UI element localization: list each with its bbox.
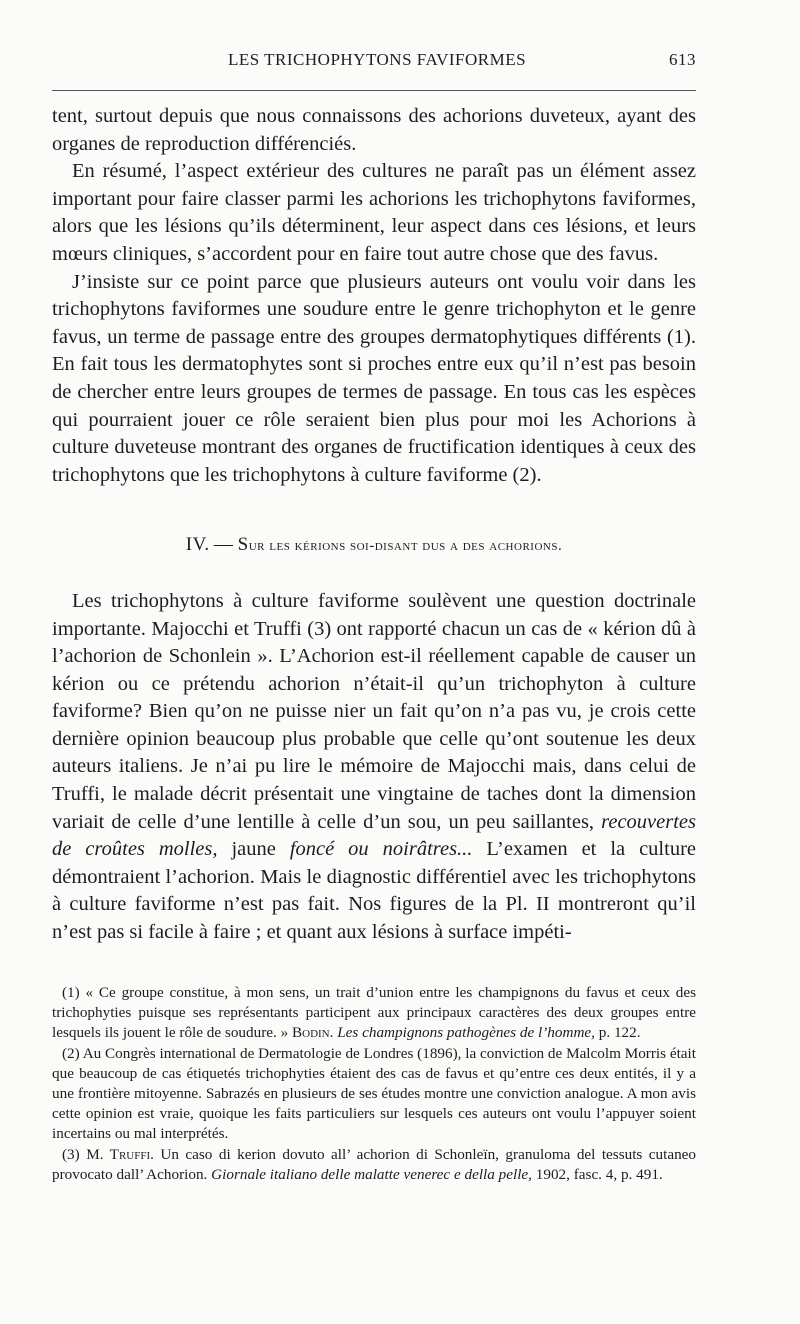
footnote-1	[52, 983, 696, 1044]
footnote-3-text: Un caso di kerion dovuto all’ achorion di Schonleïn, granuloma del tessuts cutaneo provocato dall’ Achorion.	[52, 1145, 697, 1183]
footnote-2-marker: (2)	[62, 1044, 80, 1062]
running-title: LES TRICHOPHYTONS FAVIFORMES	[228, 50, 527, 69]
footnote-3-author: M. Truffi.	[86, 1145, 154, 1163]
running-header	[52, 50, 696, 74]
paragraph-insiste: J’insiste sur ce point parce que plusieurs auteurs ont voulu voir dans les trichophytons faviformes une soudure entre le genre trichophyton et le genre favus, un terme de passage entre des groupes dermatophytiques différents (1). En fait tous les dermatophytes sont si proches entre eux qu’il n’est pas besoin de chercher entre leurs groupes de termes de passage. En tous cas les espèces qui pourraient jouer ce rôle seraient bien plus pour moi les Achorions à culture duveteuse montrant des organes de fructification identiques à ceux des trichophytons que les trichophytons à culture faviforme (2).	[52, 270, 696, 486]
paragraph-continuation: tent, surtout depuis que nous connaissons des achorions duveteux, ayant des organes de reproduction différenciés.	[52, 105, 696, 155]
kerion-italic-1: recouvertes de croûtes molles,	[52, 810, 696, 861]
footnote-3	[52, 1145, 696, 1185]
main-text	[52, 103, 696, 947]
footnote-2-text: Au Congrès international de Dermatologie de Londres (1896), la conviction de Malcolm Morris était que beaucoup de cas étiquetés trichophyties étaient des cas de favus et qu’entre ces deux entités, il y a une frontière mitoyenne. Sabrazés en plusieurs de ses études montre une conviction analogue. A mon avis cette opinion est vraie, quoique les faits particuliers sur lesquels ces auteurs ont voulu l’appuyer soient incertains ou mal interprétés.	[52, 1044, 696, 1143]
kerion-text-1: Les trichophytons à culture faviforme soulèvent une question doctrinale importante. Majocchi et Truffi (3) ont rapporté chacun un cas de « kérion dû à l’achorion de Schonlein ». L’Achorion est-il réellement capable de causer un kérion ou ce prétendu achorion n’était-il qu’un trichophyton à culture faviforme? Bien qu’on ne puisse nier un fait qu’on n’a pas vu, je crois cette dernière opinion beaucoup plus probable que celle qu’ont soutenue les deux auteurs italiens. Je n’ai pu lire le mémoire de Majocchi mais, dans celui de Truffi, le malade décrit présentait une vingtaine de taches dont la dimension variait de celle d’une lentille à celle d’un sou, un peu saillantes,	[52, 589, 696, 833]
paragraph-resume: En résumé, l’aspect extérieur des cultures ne paraît pas un élément assez important pour faire classer parmi les achorions les trichophytons faviformes, alors que les lésions qu’ils déterminent, leur aspect dans ces lésions, et leurs mœurs cliniques, s’accordent pour en faire tout autre chose que des favus.	[52, 160, 696, 265]
kerion-text-2: jaune	[217, 838, 290, 861]
section-numeral: IV.	[185, 534, 210, 556]
footnote-2	[52, 1044, 696, 1145]
paragraph-kerion	[52, 588, 696, 947]
footnote-3-journal: Giornale italiano delle malatte venerec e della pelle,	[211, 1165, 532, 1183]
section-title-initial: S	[237, 534, 249, 556]
kerion-italic-2: foncé ou noirâtres...	[289, 838, 473, 861]
section-dash: —	[213, 534, 234, 556]
footnotes	[52, 983, 696, 1185]
footnote-1-work: Les champignons pathogènes de l’homme,	[337, 1024, 595, 1042]
footnote-1-page: p. 122.	[598, 1024, 641, 1042]
header-rule	[52, 90, 696, 91]
section-heading	[52, 531, 696, 561]
section-title-rest: ur les kérions soi-disant dus a des achorions.	[248, 538, 563, 555]
footnote-1-author: Bodin.	[292, 1024, 334, 1042]
footnote-1-text: « Ce groupe constitue, à mon sens, un trait d’union entre les champignons du favus et ceux des trichophyties puisque ses représentants participent aux principaux caractères des deux groupes entre lesquels ils jouent le rôle de soudure. »	[52, 984, 696, 1042]
footnote-3-marker: (3)	[62, 1145, 80, 1163]
kerion-text-3: L’examen et la culture démontraient l’achorion. Mais le diagnostic différentiel avec les trichophytons à culture faviforme n’est pas fait. Nos figures de la Pl. II montreront qu’il n’est pas si facile à faire ; et quant aux lésions à surface impéti-	[52, 838, 696, 944]
footnote-3-details: 1902, fasc. 4, p. 491.	[535, 1165, 663, 1183]
page-number: 613	[669, 50, 696, 69]
footnote-1-marker: (1)	[62, 984, 80, 1001]
